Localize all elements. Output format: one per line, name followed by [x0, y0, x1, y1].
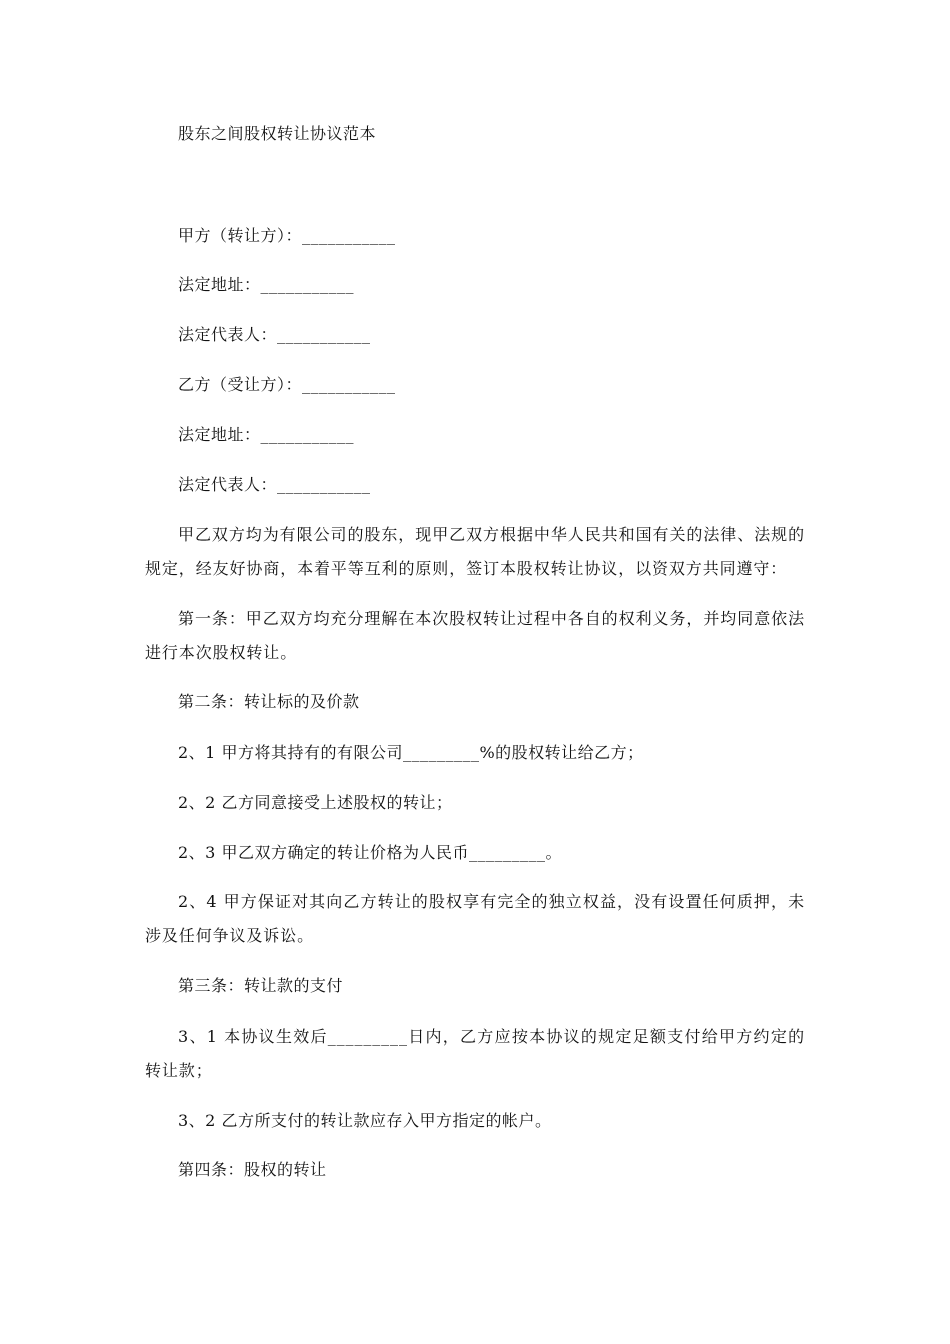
- clause-2-3: 2、3 甲乙双方确定的转让价格为人民币_________。: [178, 843, 562, 862]
- clause-3-1: 3、1 本协议生效后_________日内，乙方应按本协议的规定足额支付给甲方约定的转让款；: [145, 1027, 805, 1080]
- party-a-representative-line: 法定代表人：___________: [178, 325, 371, 344]
- party-b-address-line: 法定地址：___________: [178, 425, 355, 444]
- article-3-heading: 第三条：转让款的支付: [178, 976, 344, 995]
- clause-3-2: 3、2 乙方所支付的转让款应存入甲方指定的帐户。: [178, 1111, 552, 1130]
- party-b-line: 乙方（受让方）：___________: [178, 375, 396, 394]
- article-2-heading: 第二条：转让标的及价款: [178, 692, 360, 711]
- party-b-representative-line: 法定代表人：___________: [178, 475, 371, 494]
- party-a-address-line: 法定地址：___________: [178, 275, 355, 294]
- party-a-line: 甲方（转让方）：___________: [178, 226, 396, 245]
- clause-2-1: 2、1 甲方将其持有的有限公司_________%的股权转让给乙方；: [178, 743, 644, 762]
- clause-2-2: 2、2 乙方同意接受上述股权的转让；: [178, 793, 453, 812]
- article-1-paragraph: 第一条：甲乙双方均充分理解在本次股权转让过程中各自的权利义务，并均同意依法进行本次股权转让。: [145, 609, 805, 662]
- document-title: 股东之间股权转让协议范本: [178, 124, 377, 143]
- clause-2-4: 2、4 甲方保证对其向乙方转让的股权享有完全的独立权益，没有设置任何质押，未涉及任何争议及诉讼。: [145, 892, 805, 945]
- preamble-paragraph: 甲乙双方均为有限公司的股东，现甲乙双方根据中华人民共和国有关的法律、法规的规定，经友好协商，本着平等互利的原则，签订本股权转让协议，以资双方共同遵守：: [145, 525, 805, 578]
- article-4-heading: 第四条：股权的转让: [178, 1160, 327, 1179]
